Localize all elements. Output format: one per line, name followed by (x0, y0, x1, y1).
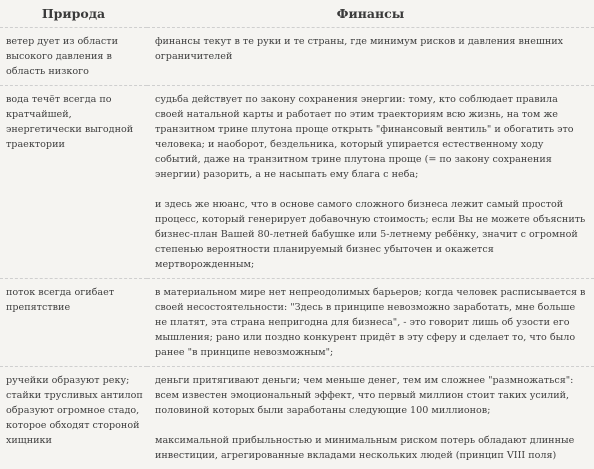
nature-cell: ручейки образуют реку; стайки трусливых антилоп образуют огромное стадо, которое обходят стороной хищники (0, 367, 147, 469)
table-row (0, 367, 594, 469)
nature-cell: поток всегда огибает препятствие (0, 279, 147, 367)
table-header-row (0, 0, 594, 28)
finance-cell (147, 28, 594, 86)
table-row (0, 28, 594, 86)
finance-paragraph: и здесь же нюанс, что в основе самого сложного бизнеса лежит самый простой процесс, который генерирует добавочную стоимость; если Вы не можете объяснить бизнес-план Вашей 80-летней бабушке или 5-летнему ребёнку, значит с огромной степенью вероятности планируемый бизнес убыточен и окажется мертворожденным; (155, 197, 586, 272)
table-row (0, 86, 594, 279)
finance-cell (147, 367, 594, 469)
nature-cell: вода течёт всегда по кратчайшей, энергетически выгодной траектории (0, 86, 147, 279)
finance-cell (147, 279, 594, 367)
finance-paragraph: судьба действует по закону сохранения энергии: тому, кто соблюдает правила своей натальной карты и работает по этим траекториям всю жизнь, на том же транзитном трине плутона проще открыть "финансовый вентиль" и обогатить это человека; и наоборот, бездельника, который упирается естественному ходу событий, даже на транзитном трине плутона проще (= по закону сохранения энергии) разорить, а не насыпать ему блага с неба; (155, 92, 586, 182)
nature-cell: ветер дует из области высокого давления в область низкого (0, 28, 147, 86)
finance-paragraph: деньги притягивают деньги; чем меньше денег, тем им сложнее "размножаться": всем известен эмоциональный эффект, что первый миллион стоит таких усилий, половиной которых были заработаны следующие 100 миллионов; (155, 373, 586, 418)
finance-paragraph: финансы текут в те руки и те страны, где минимум рисков и давления внешних ограничителей (155, 34, 586, 64)
table-row (0, 279, 594, 367)
finance-paragraph: в материальном мире нет непреодолимых барьеров; когда человек расписывается в своей несостоятельности: "Здесь в принципе невозможно заработать, мне больше не платят, эта страна непригодна для бизнеса", - это говорит лишь об узости его мышления; рано или поздно конкурент придёт в эту сферу и сделает то, что было ранее "в принципе невозможным"; (155, 285, 586, 360)
column-header-nature: Природа (0, 0, 147, 28)
column-header-finance: Финансы (147, 0, 594, 28)
finance-paragraph: максимальной прибыльностью и минимальным риском потерь обладают длинные инвестиции, агрегированные вкладами нескольких людей (принцип VIII поля) (155, 433, 586, 463)
finance-cell (147, 86, 594, 279)
